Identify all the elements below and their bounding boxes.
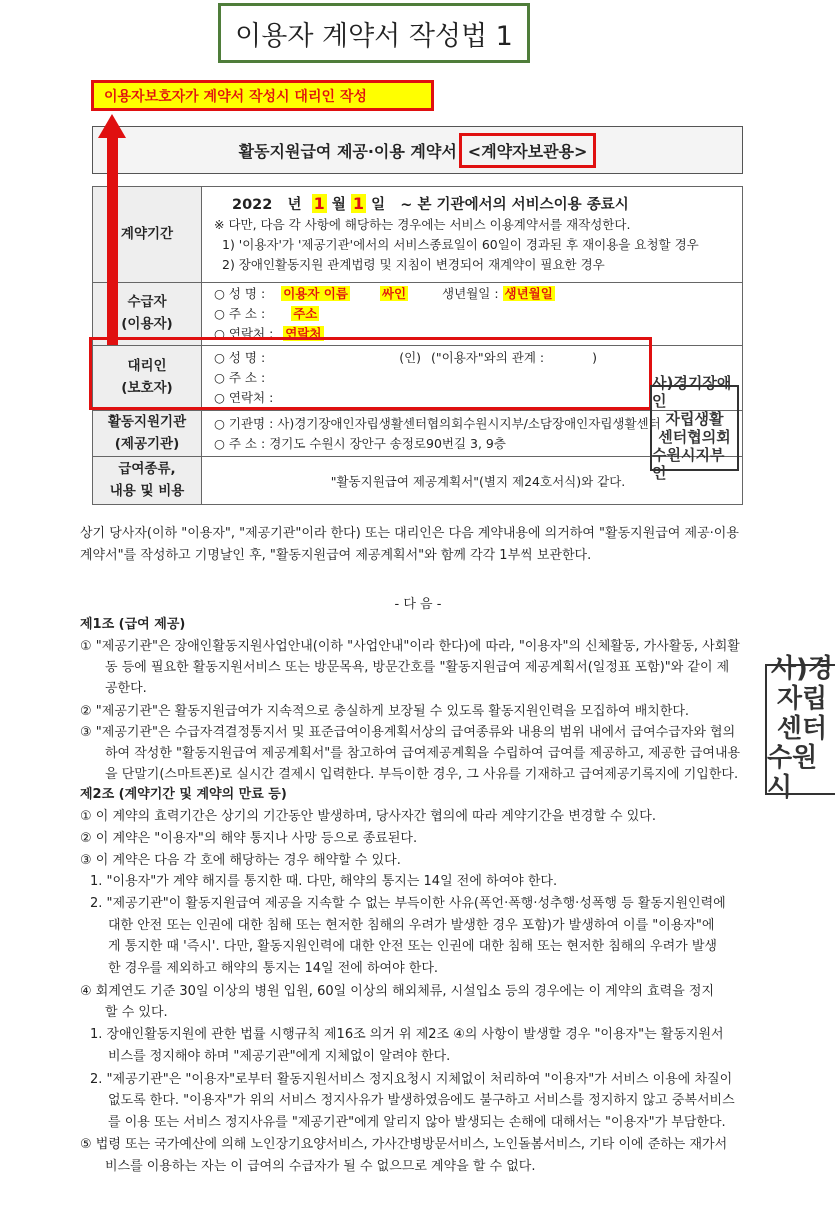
- period-note: ※ 다만, 다음 각 사항에 해당하는 경우에는 서비스 이용계약서를 재작성한다.: [214, 217, 631, 232]
- arrow-shaft: [107, 135, 118, 345]
- period-item-2: 2) 장애인활동지원 관계법령 및 지침이 변경되어 재계약이 필요한 경우: [222, 257, 605, 272]
- recipient-addr: 주소: [293, 306, 318, 321]
- art2-t2-l3: 를 이용 또는 서비스 정지사유를 "제공기관"에게 알리지 않아 발생되는 손해에 대해서는 "이용자"가 부담한다.: [108, 1115, 726, 1130]
- art2-t1-l2: 비스를 정지해야 하며 "제공기관"에게 지체없이 알려야 한다.: [108, 1049, 451, 1064]
- contract-header: [92, 126, 743, 174]
- recipient-sign: 싸인: [381, 286, 407, 301]
- rep-contact-line: ○ 연락처 :: [214, 390, 274, 405]
- period-label: 계약기간: [93, 187, 202, 283]
- separator: - 다 음 -: [394, 597, 442, 612]
- representative-label: 대리인 (보호자): [93, 346, 202, 411]
- rep-addr-line: ○ 주 소 :: [214, 370, 266, 385]
- representative-highlight: [89, 337, 652, 410]
- recipient-addr-line: ○ 주 소 : 주소: [214, 306, 318, 321]
- art2-c2: ② 이 계약은 "이용자"의 해약 통지나 사망 등으로 종료된다.: [80, 831, 418, 846]
- art1-c3-l2: 하여 작성한 "활동지원급여 제공계획서"를 참고하여 급여제공계획을 수립하여 급여를 제공하고, 제공한 급여내용: [105, 746, 741, 761]
- period-item-1: 1) '이용자'가 '제공기관'에서의 서비스종료일이 60일이 경과된 후 재이용을 요청할 경우: [222, 237, 699, 252]
- art2-c1: ① 이 계약의 효력기간은 상기의 기간동안 발생하며, 당사자간 협의에 따라 계약기간을 변경할 수 있다.: [80, 809, 656, 824]
- benefit-label: 급여종류, 내용 및 비용: [93, 457, 202, 505]
- recipient-label: 수급자 (이용자): [93, 283, 202, 346]
- benefit-value: "활동지원급여 제공계획서"(별지 제24호서식)와 같다.: [202, 457, 743, 505]
- benefit-row: [93, 457, 743, 505]
- recipient-name: 이용자 이름: [283, 286, 348, 301]
- intro-line-2: 계약서"를 작성하고 기명날인 후, "활동지원급여 제공계획서"와 함께 각각 1부씩 보관한다.: [80, 548, 592, 563]
- recipient-birth: 생년월일: [504, 286, 553, 301]
- proxy-note: 이용자보호자가 계약서 작성시 대리인 작성: [91, 80, 434, 111]
- art2-s1: 1. "이용자"가 계약 해지를 통지한 때. 다만, 해약의 통지는 14일 전에 하여야 한다.: [90, 874, 558, 889]
- art1-c1-l1: ① "제공기관"은 장애인활동지원사업안내(이하 "사업안내"이라 한다)에 따라, "이용자"의 신체활동, 가사활동, 사회활: [80, 639, 740, 654]
- article-1-heading: 제1조 (급여 제공): [80, 617, 186, 632]
- art1-c2-l1: ② "제공기관"은 활동지원급여가 지속적으로 충실하게 보장될 수 있도록 활동지원인력을 모집하여 배치한다.: [80, 704, 690, 719]
- art2-t1-l1: 1. 장애인활동지원에 관한 법률 시행규칙 제16조 의거 위 제2조 ④의 사항이 발생할 경우 "이용자"는 활동지원서: [90, 1027, 724, 1042]
- art1-c3-l1: ③ "제공기관"은 수급자격결정통지서 및 표준급여이용계획서상의 급여종류와 내용의 범위 내에서 급여수급자와 협의: [80, 725, 736, 740]
- art2-s2-l2: 대한 안전 또는 인권에 대한 침해 또는 현저한 침해의 우려가 발생한 경우 포함)가 발생하여 이를 "이용자"에: [108, 918, 715, 933]
- provider-org-line: ○ 기관명 : 사)경기장애인자립생활센터협의회수원시지부/소담장애인자립생활센터: [214, 415, 661, 431]
- provider-addr-line: ○ 주 소 : 경기도 수원시 장안구 송정로90번길 3, 9층: [214, 435, 506, 451]
- recipient-contact: 연락처: [285, 326, 322, 341]
- art2-c4-l2: 할 수 있다.: [105, 1005, 168, 1020]
- arrow-up-icon: [98, 114, 126, 138]
- art1-c3-l3: 을 단말기(스마트폰)로 실시간 결제시 입력한다. 부득이한 경우, 그 사유를 기재하고 급여제공기록지에 기입한다.: [105, 767, 739, 782]
- period-month: 1: [313, 194, 325, 213]
- period-row: [93, 187, 743, 283]
- art2-t2-l1: 2. "제공기관"은 "이용자"로부터 활동지원서비스 정지요청시 지체없이 처리하여 "이용자"가 서비스 이용에 차질이: [90, 1072, 733, 1087]
- rep-name-line: ○ 성 명 : (인) ("이용자"와의 관계 : ): [214, 350, 597, 365]
- provider-row: [93, 411, 743, 457]
- copy-tag: <계약자보관용>: [459, 133, 597, 168]
- art2-s2-l1: 2. "제공기관"이 활동지원급여 제공을 지속할 수 없는 부득이한 사유(폭언·폭행·성추행·성폭행 등 활동지원인력에: [90, 896, 726, 911]
- org-seal-stamp: 사)경기장애인 자립생활 센터협의회 수원시지부인: [650, 385, 739, 471]
- provider-label: 활동지원기관 (제공기관): [93, 411, 202, 457]
- period-dates: 2022 년 1 월 1 일 ~ 본 기관에서의 서비스이용 종료시: [232, 194, 629, 213]
- art1-c1-l3: 공한다.: [105, 681, 147, 696]
- art2-c5-l1: ⑤ 법령 또는 국가예산에 의해 노인장기요양서비스, 가사간병방문서비스, 노인돌봄서비스, 기타 이에 준하는 재가서: [80, 1137, 728, 1152]
- article-2-heading: 제2조 (계약기간 및 계약의 만료 등): [80, 787, 287, 802]
- recipient-name-line: ○ 성 명 : 이용자 이름 싸인 생년월일 : 생년월일: [214, 286, 553, 301]
- document-title: 이용자 계약서 작성법 1: [218, 3, 530, 63]
- period-value: [202, 187, 743, 283]
- art2-s2-l4: 한 경우를 제외하고 해약의 통지는 14일 전에 하여야 한다.: [108, 961, 439, 976]
- art1-c1-l2: 동 등에 필요한 활동지원서비스 또는 방문목욕, 방문간호를 "활동지원급여 제공계획서(일정표 포함)"와 같이 제: [105, 660, 730, 675]
- art2-c3: ③ 이 계약은 다음 각 호에 해당하는 경우 해약할 수 있다.: [80, 853, 401, 868]
- contract-title: 활동지원급여 제공·이용 계약서: [238, 141, 457, 161]
- period-day: 1: [352, 194, 365, 213]
- side-seal-stamp: 사)경 자립 센터 수원시: [765, 664, 835, 795]
- art2-s2-l3: 게 통지한 때 '즉시'. 다만, 활동지원인력에 대한 안전 또는 인권에 대한 침해 또는 현저한 침해의 우려가 발생: [108, 939, 717, 954]
- art2-t2-l2: 없도록 한다. "이용자"가 위의 서비스 정지사유가 발생하였음에도 불구하고 서비스를 정지하지 않고 중복서비스: [108, 1093, 735, 1108]
- recipient-contact-line: ○ 연락처 : 연락처: [214, 326, 322, 341]
- intro-line-1: 상기 당사자(이하 "이용자", "제공기관"이라 한다) 또는 대리인은 다음 계약내용에 의거하여 "활동지원급여 제공·이용: [80, 526, 739, 541]
- art2-c4-l1: ④ 회계연도 기준 30일 이상의 병원 입원, 60일 이상의 해외체류, 시설입소 등의 경우에는 이 계약의 효력을 정지: [80, 984, 714, 999]
- art2-c5-l2: 비스를 이용하는 자는 이 급여의 수급자가 될 수 없으므로 계약을 할 수 없다.: [105, 1159, 536, 1174]
